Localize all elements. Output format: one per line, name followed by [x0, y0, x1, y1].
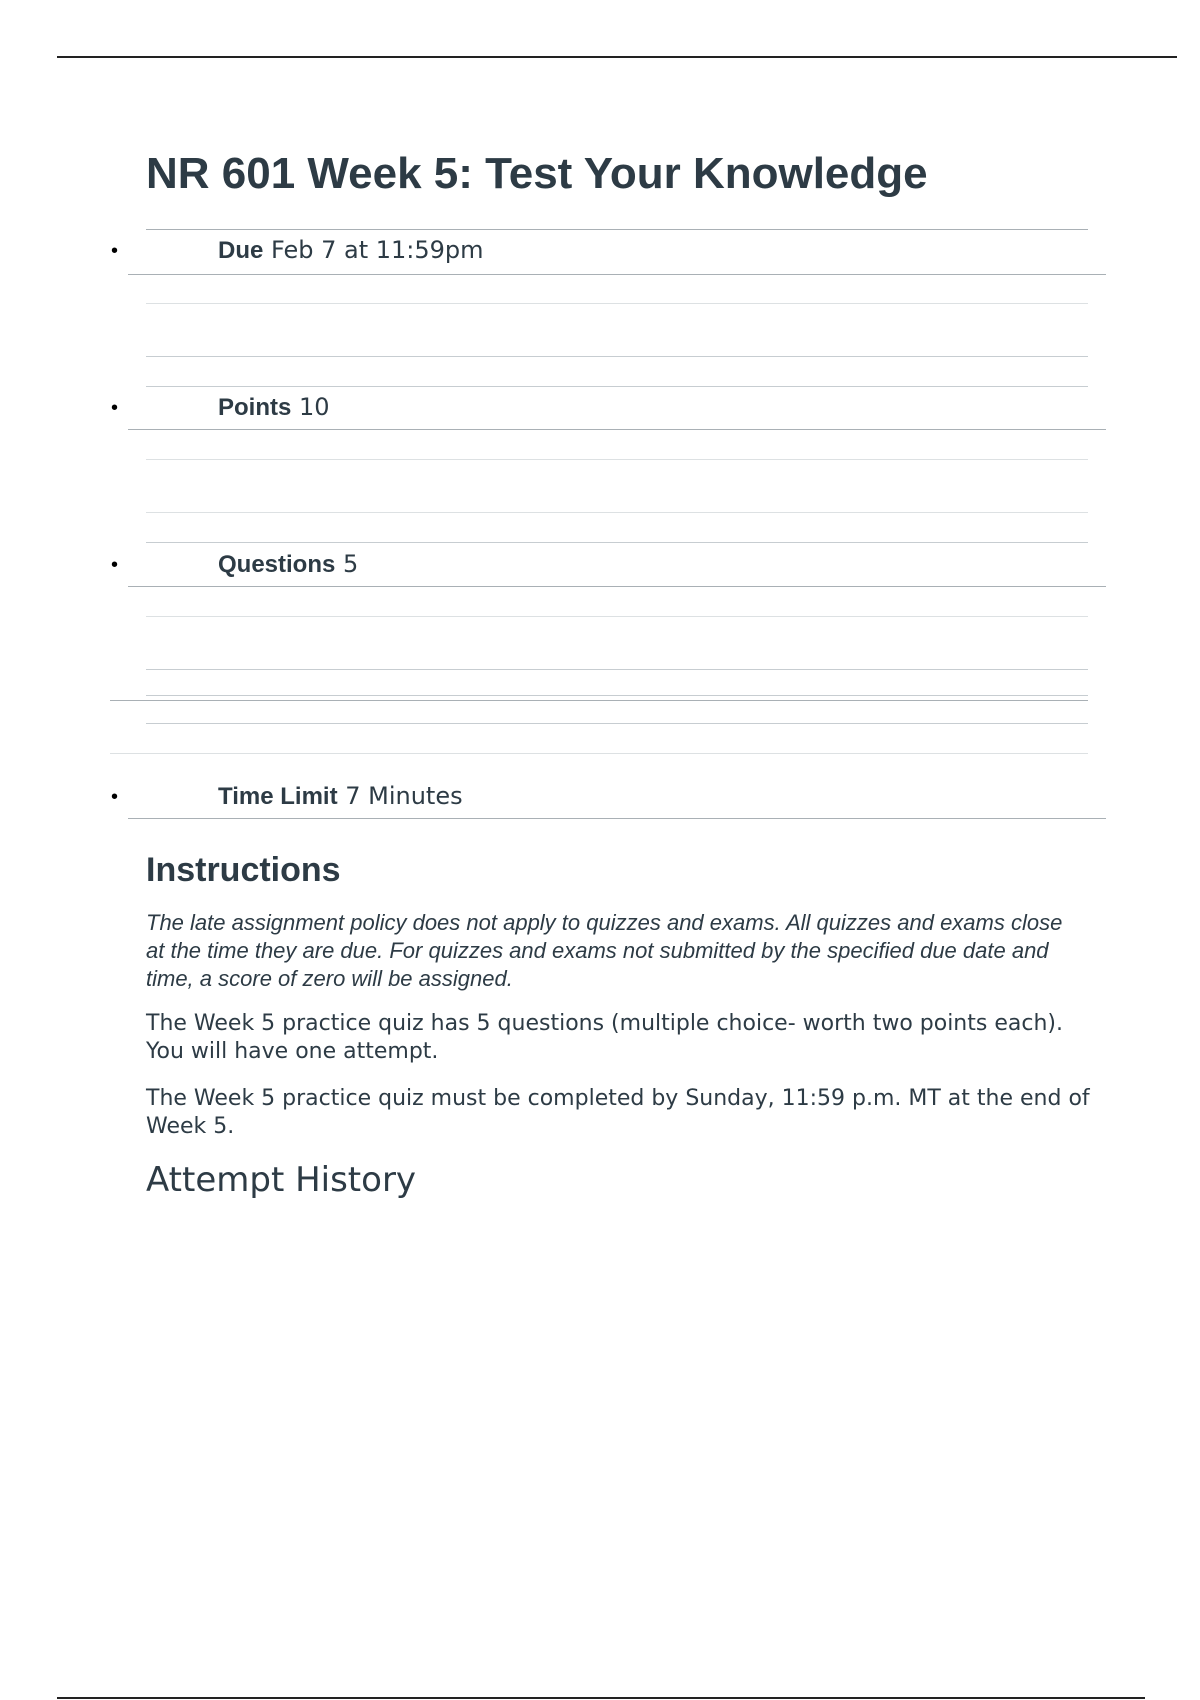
divider [146, 229, 1088, 230]
divider [146, 723, 1088, 724]
detail-time-limit [218, 781, 463, 812]
time-limit-label: Time Limit [218, 783, 338, 810]
points-value: 10 [298, 393, 330, 421]
divider [146, 512, 1088, 513]
divider [110, 753, 1088, 754]
divider [128, 818, 1106, 819]
divider [128, 429, 1106, 430]
questions-label: Questions [218, 551, 336, 578]
divider [146, 669, 1088, 670]
bullet-points: • [111, 397, 119, 419]
instructions-paragraph-2: The Week 5 practice quiz must be completed by Sunday, 11:59 p.m. MT at the end of Week 5. [146, 1086, 1090, 1139]
questions-value: 5 [343, 550, 359, 578]
instructions-paragraph-1: The Week 5 practice quiz has 5 questions (multiple choice- worth two points each). You will have one attempt. [146, 1011, 1063, 1064]
detail-questions [218, 549, 358, 580]
points-label: Points [218, 394, 292, 421]
divider [146, 303, 1088, 304]
divider [146, 542, 1088, 543]
detail-due [218, 235, 484, 266]
page-bottom-rule [57, 1697, 1145, 1699]
divider [128, 274, 1106, 275]
detail-points [218, 392, 330, 423]
instructions-heading: Instructions [146, 851, 341, 889]
due-value: Feb 7 at 11:59pm [270, 236, 484, 264]
due-label: Due [218, 237, 264, 264]
bullet-questions: • [111, 554, 119, 576]
divider [128, 586, 1106, 587]
page-top-rule [57, 56, 1177, 58]
bullet-time-limit: • [111, 786, 119, 808]
late-policy-text: The late assignment policy does not apply to quizzes and exams. All quizzes and exams close at the time they are due. For quizzes and exams not submitted by the specified due date and time, a score of zero will be assigned. [146, 910, 1063, 991]
divider [146, 386, 1088, 387]
divider [146, 616, 1088, 617]
time-limit-value: 7 Minutes [345, 782, 463, 810]
divider [146, 695, 1088, 696]
bullet-due: • [111, 240, 119, 262]
divider [146, 459, 1088, 460]
divider [146, 356, 1088, 357]
page-title: NR 601 Week 5: Test Your Knowledge [146, 149, 928, 198]
attempt-history-heading: Attempt History [146, 1160, 417, 1200]
divider [110, 700, 1088, 701]
